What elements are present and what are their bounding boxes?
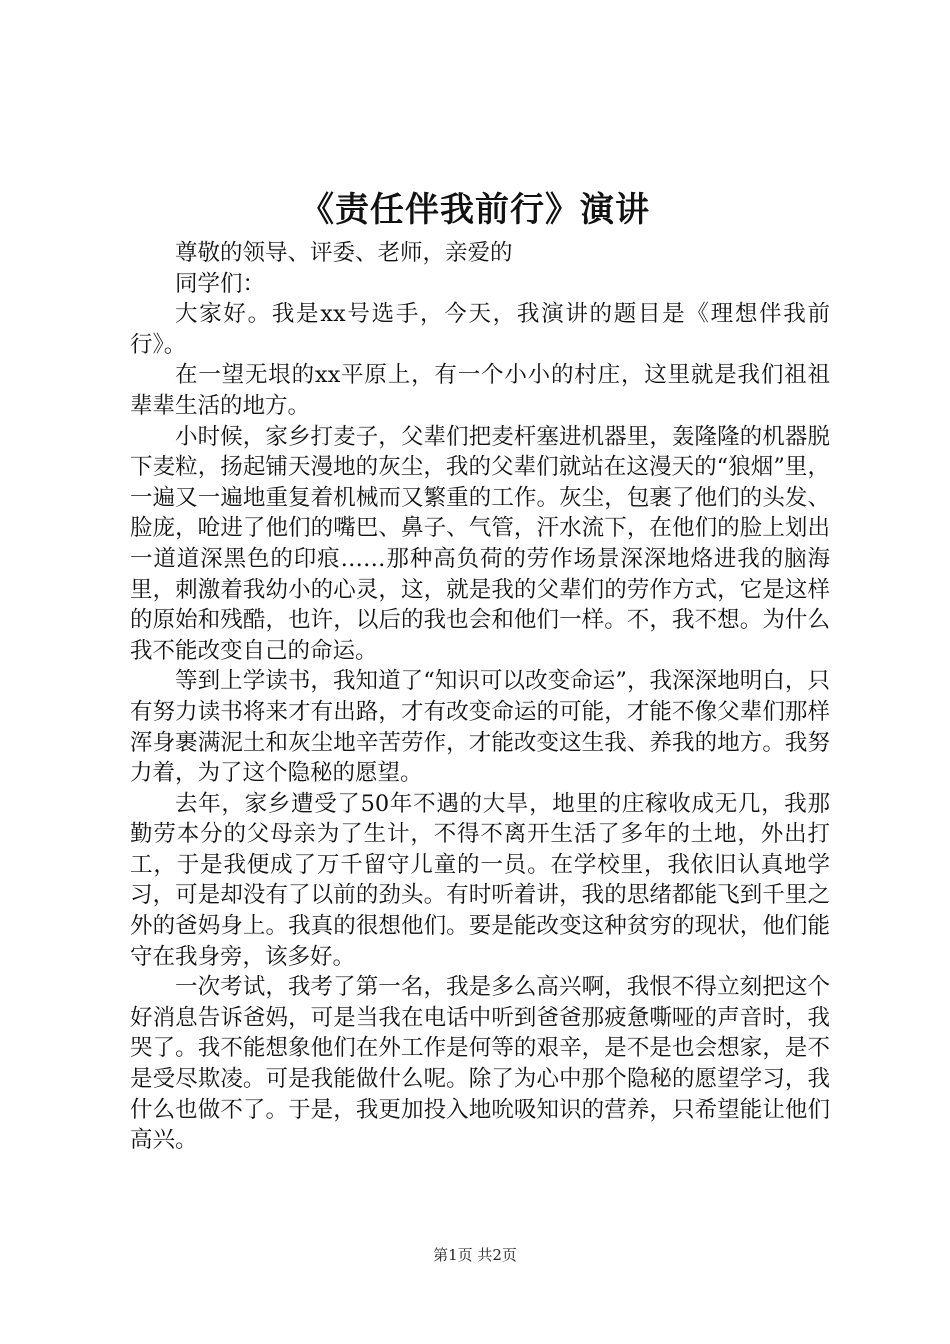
paragraph-village: 在一望无垠的xx平原上，有一个小小的村庄，这里就是我们祖祖辈辈生活的地方。 <box>130 362 830 419</box>
paragraph-greeting: 大家好。我是xx号选手，今天，我演讲的题目是《理想伴我前行》。 <box>130 301 830 358</box>
paragraph-school: 等到上学读书，我知道了“知识可以改变命运”，我深深地明白，只有努力读书将来才有出路，才有改变命运的可能，才能不像父辈们那样浑身裹满泥土和灰尘地辛苦劳作，才能改变这生我、养我的地方。我努力着，为了这个隐秘的愿望。 <box>130 668 830 787</box>
document-body <box>130 238 830 1156</box>
page-footer: 第1页 共2页 <box>433 1246 517 1264</box>
paragraph-drought: 去年，家乡遭受了50年不遇的大旱，地里的庄稼收成无几，我那勤劳本分的父母亲为了生计，不得不离开生活了多年的土地，外出打工，于是我便成了万千留守儿童的一员。在学校里，我依旧认真地学习，可是却没有了以前的劲头。有时听着讲，我的思绪都能飞到千里之外的爸妈身上。我真的很想他们。要是能改变这种贫穷的现状，他们能守在我身旁，该多好。 <box>130 790 830 970</box>
paragraph-exam: 一次考试，我考了第一名，我是多么高兴啊，我恨不得立刻把这个好消息告诉爸妈，可是当我在电话中听到爸爸那疲惫嘶哑的声音时，我哭了。我不能想象他们在外工作是何等的艰辛，是不是也会想家，是不是受尽欺凌。可是我能做什么呢。除了为心中那个隐秘的愿望学习，我什么也做不了。于是，我更加投入地吮吸知识的营养，只希望能让他们高兴。 <box>130 974 830 1154</box>
document-title: 《责任伴我前行》演讲 <box>300 190 650 230</box>
paragraph-salutation: 尊敬的领导、评委、老师，亲爱的 <box>175 240 513 266</box>
paragraph-salutation-cont: 同学们： <box>175 270 266 297</box>
paragraph-childhood: 小时候，家乡打麦子，父辈们把麦杆塞进机器里，轰隆隆的机器脱下麦粒，扬起铺天漫地的灰尘，我的父辈们就站在这漫天的“狼烟”里，一遍又一遍地重复着机械而又繁重的工作。灰尘，包裹了他们的头发、脸庞，呛进了他们的嘴巴、鼻子、气管，汗水流下，在他们的脸上划出一道道深黑色的印痕……那种高负荷的劳作场景深深地烙进我的脑海里，刺激着我幼小的心灵，这，就是我的父辈们的劳作方式，它是这样的原始和残酷，也许，以后的我也会和他们一样。不，我不想。为什么我不能改变自己的命运。 <box>130 423 830 664</box>
